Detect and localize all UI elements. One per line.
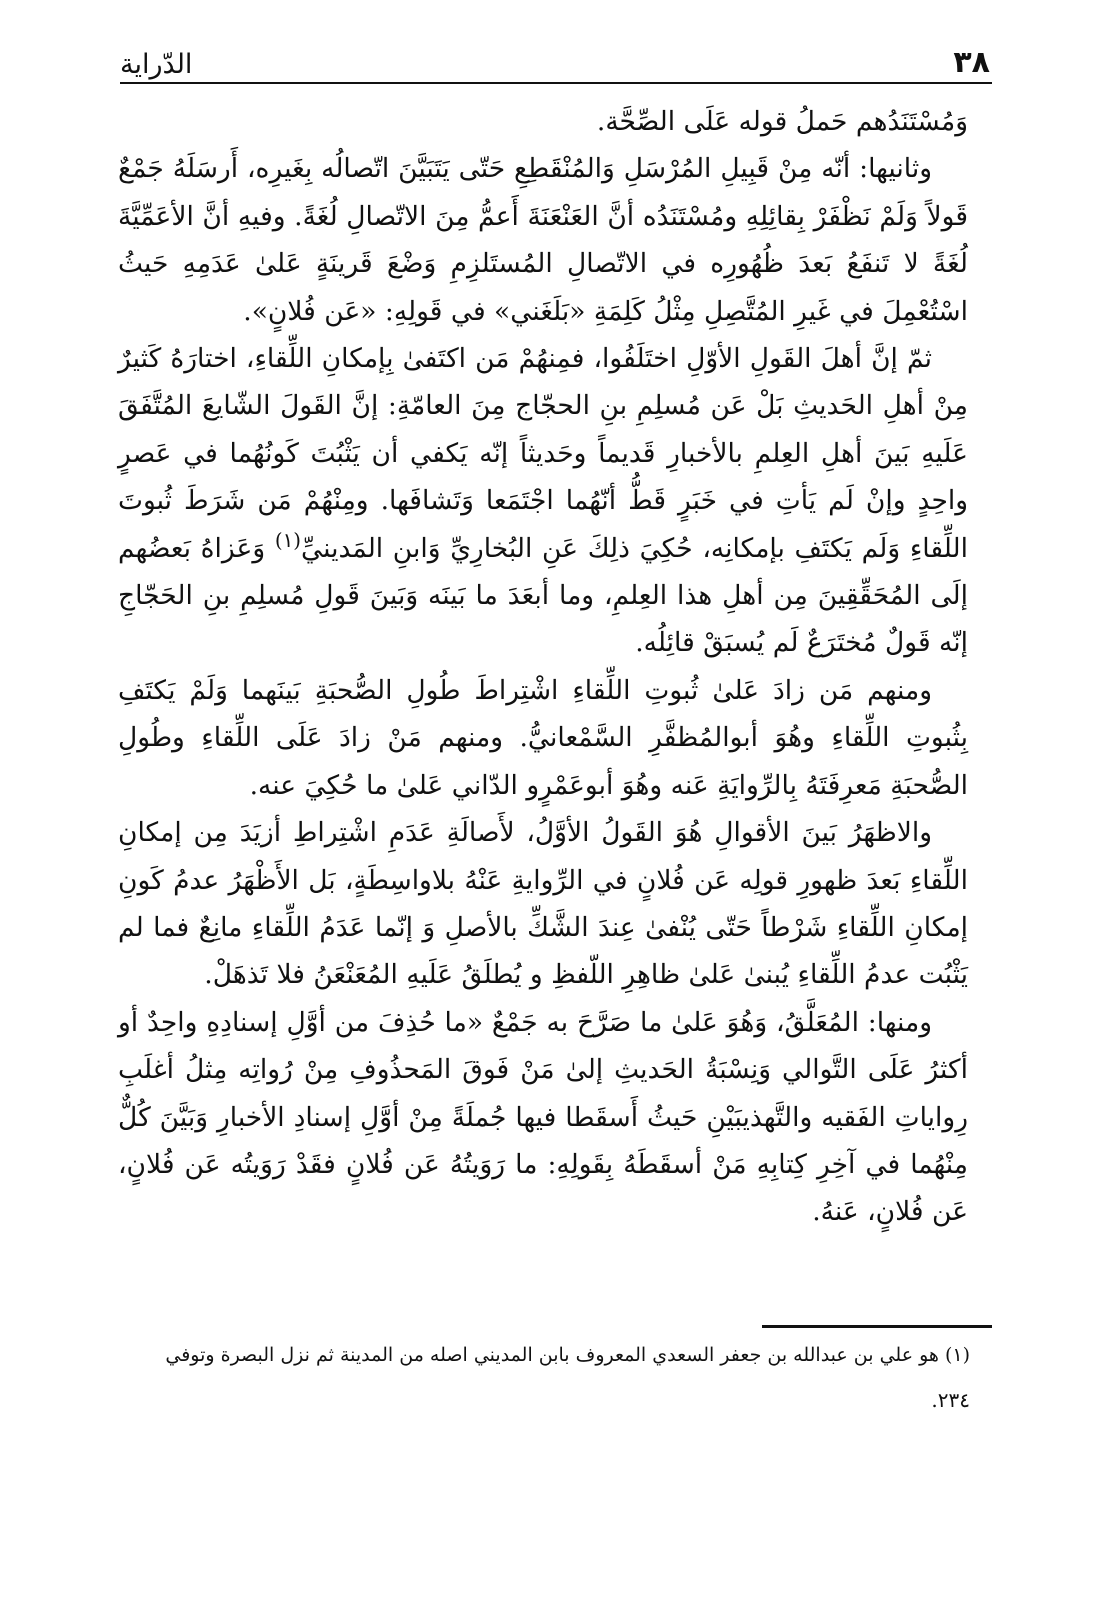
header-rule <box>120 82 992 84</box>
footnote: (١) هو علي بن عبدالله بن جعفر السعدي المعروف بابن المديني اصله من المدينة ثم نزل البصرة وتوفي <box>165 1344 970 1366</box>
paragraph: وثانيها: أنّه مِنْ قَبِيلِ المُرْسَلِ وَالمُنْقَطِعِ حَتّى يَتَبَيَّنَ اتّصالُه بِغَيرِه، أَرسَلَهُ جَمْعٌ قَولاً وَلَمْ نَظْفَرْ بِقائِلِهِ ومُسْتَنَدُه أنَّ العَنْعَنَةَ أَعمُّ مِنَ الاتّصالِ لُغَةً. وفيهِ أنَّ الأعَمِّيَّةَ لُغَةً لا تَنفَعُ بَعدَ ظُهُورِه في الاتّصالِ المُستَلزِمِ وَضْعَ قَرينَةٍ عَلىٰ عَدَمِهِ حَيثُ اسْتُعْمِلَ في غَيرِ المُتَّصِلِ مِثْلُ كَلِمَةِ «بَلَغَني» في قَولِهِ: «عَن فُلانٍ». <box>118 153 968 327</box>
page-header <box>120 38 990 78</box>
paragraph-text: ثمّ إنَّ أهلَ القَولِ الأوّلِ اختَلَفُوا، فمِنهُمْ مَن اكتَفىٰ بِإمكانِ اللِّقاءِ، اختارَهُ كَثيرٌ مِنْ أهلِ الحَديثِ بَلْ عَن مُسلِمِ بنِ الحجّاج مِنَ العامّةِ: إنَّ القَولَ الشّايعَ المُتَّفَقَ عَلَيهِ بَينَ أهلِ العِلمِ بالأخبارِ قَديماً وحَديثاً إنّه يَكفي أن يَثْبُتَ كَونُهُما في عَصرٍ واحِدٍ وإنْ لَم يَأتِ في خَبَرٍ قَطُّ أنّهُما اجْتَمَعا وَتَشافَها. ومِنْهُمْ مَن شَرَطَ ثُبوتَ اللِّقاءِ وَلَم يَكتَفِ بإمكانِه، حُكِيَ ذلِكَ عَنِ البُخارِيِّ وَابنِ المَدينيِّ <box>118 343 968 564</box>
paragraph <box>118 335 968 667</box>
page-number: ٣٨ <box>953 45 990 80</box>
paragraph-text: وَعَزاهُ بَعضُهم إلَى المُحَقِّقِينَ مِن أهلِ هذا العِلمِ، وما أبعَدَ ما بَينَه وَبَينَ قَولِ مُسلِمِ بنِ الحَجّاجِ إنّه قَولٌ مُختَرَعٌ لَم يُسبَقْ قائِلُه. <box>118 532 968 659</box>
main-text <box>118 98 968 1236</box>
footnote-marker: (١) <box>274 528 301 552</box>
paragraph: ومنهم مَن زادَ عَلىٰ ثُبوتِ اللِّقاءِ اشْتِراطَ طُولِ الصُّحبَةِ بَينَهما وَلَمْ يَكتَفِ بِثُبوتِ اللِّقاءِ وهُوَ أبوالمُظفَّرِ السَّمْعانيُّ. ومنهم مَنْ زادَ عَلَى اللِّقاءِ وطُولِ الصُّحبَةِ مَعرِفَتَهُ بِالرِّوايَةِ عَنه وهُوَ أبوعَمْرٍو الدّاني عَلىٰ ما حُكِيَ عنه. <box>118 674 968 801</box>
footnote-rule <box>762 1325 992 1328</box>
paragraph: والاظهَرُ بَينَ الأقوالِ هُوَ القَولُ الأوَّلُ، لأَصالَةِ عَدَمِ اشْتِراطِ أزيَدَ مِن إمكانِ اللِّقاءِ بَعدَ ظهورِ قولِه عَن فُلانٍ في الرِّوايةِ عَنْهُ بلاواسِطَةٍ، بَل الأَظْهَرُ عدمُ كَونِ إمكانِ اللِّقاءِ شَرْطاً حَتّى يُنْفىٰ عِندَ الشَّكِّ بالأصلِ وَ إنّما عَدَمُ اللِّقاءِ مانِعٌ فما لم يَثْبُت عدمُ اللِّقاءِ يُبنىٰ عَلىٰ ظاهِرِ اللّفظِ و يُطلَقُ عَلَيهِ المُعَنْعَنُ فلا تَذهَلْ. <box>118 817 968 991</box>
paragraph: ومنها: المُعَلَّقُ، وَهُوَ عَلىٰ ما صَرَّحَ به جَمْعٌ «ما حُذِفَ من أوَّلِ إسنادِهِ واحِدٌ أو أكثرُ عَلَى التَّوالي وَنِسْبَةُ الحَديثِ إلىٰ مَنْ فَوقَ المَحذُوفِ مِنْ رُواتِه مِثلُ أغلَبِ رِواياتِ الفَقيه والتَّهذيبَيْنِ حَيثُ أَسقَطا فيها جُملَةً مِنْ أوَّلِ إسنادِ الأخبارِ وَبَيَّنَ كُلٌّ مِنْهُما في آخِرِ كِتابِهِ مَنْ أسقَطَهُ بِقَولِهِ: ما رَوَيتُهُ عَن فُلانٍ فقَدْ رَوَيتُه عَن فُلانٍ، عَن فُلانٍ، عَنهُ. <box>118 1006 968 1228</box>
paragraph: وَمُسْتَنَدُهم حَملُ قوله عَلَى الصِّحَّة. <box>596 106 968 137</box>
footnote-continuation: ٢٣٤. <box>931 1388 970 1412</box>
running-head: الدّراية <box>120 49 193 80</box>
